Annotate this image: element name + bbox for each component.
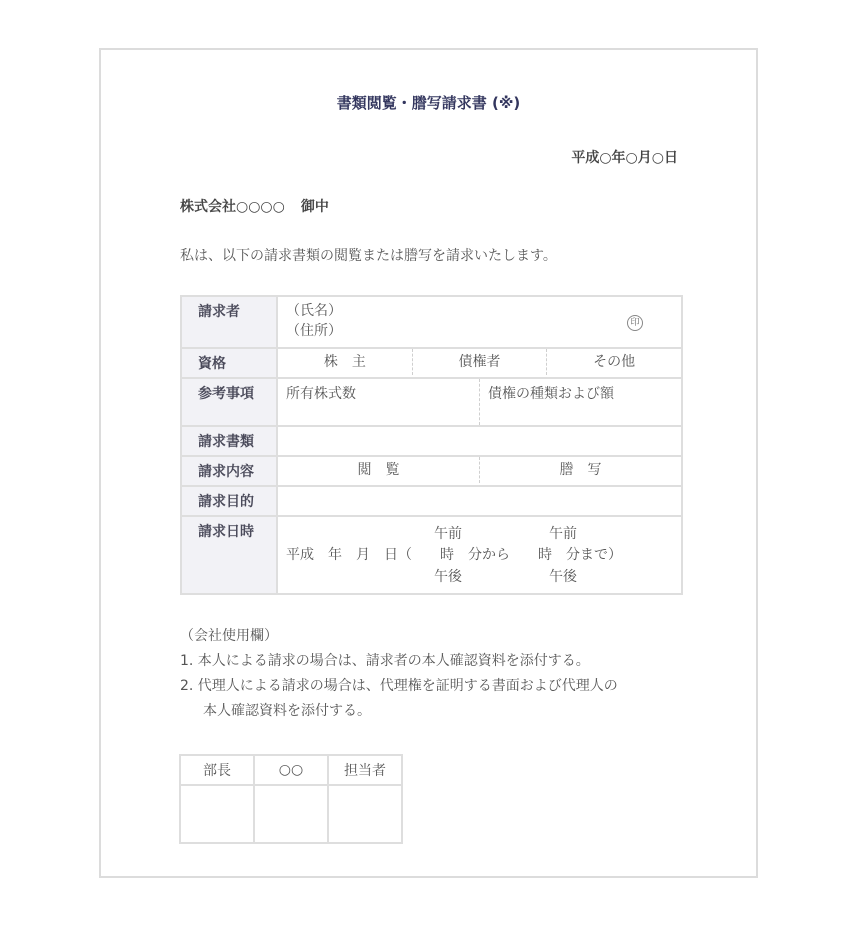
qualification-creditor[interactable]: 債権者 <box>412 349 547 375</box>
form-date: 平成○年○月○日 <box>571 150 678 166</box>
label-purpose: 請求目的 <box>181 486 277 516</box>
lead-text: 私は、以下の請求書類の閲覧または謄写を請求いたします。 <box>180 248 557 264</box>
approval-head-manager: 部長 <box>180 755 254 785</box>
qualification-other[interactable]: その他 <box>546 349 681 375</box>
datetime-am-from: 午前 <box>434 526 462 542</box>
row-datetime <box>181 516 682 594</box>
row-purpose <box>181 486 682 516</box>
reference-claim: 債権の種類および額 <box>479 379 681 425</box>
purpose-cell[interactable] <box>277 486 682 516</box>
label-content: 請求内容 <box>181 456 277 486</box>
requester-cell <box>277 296 682 348</box>
request-form-sheet <box>99 48 758 878</box>
datetime-am-to: 午前 <box>549 526 577 542</box>
datetime-pm-from: 午後 <box>434 569 462 585</box>
approval-table <box>179 754 403 844</box>
request-table <box>180 295 683 595</box>
notes-item-1: 1. 本人による請求の場合は、請求者の本人確認資料を添付する。 <box>180 653 590 669</box>
datetime-main: 平成 年 月 日（ 時 分から 時 分まで） <box>286 547 622 563</box>
addressee-company: 株式会社○○○○ <box>180 199 285 215</box>
reference-cell <box>277 378 682 426</box>
requester-name-label: （氏名） <box>286 303 342 319</box>
notes-heading: （会社使用欄） <box>180 628 278 644</box>
content-inspect[interactable]: 閲 覧 <box>357 462 400 478</box>
approval-header-row <box>180 755 402 785</box>
row-documents <box>181 426 682 456</box>
reference-shares: 所有株式数 <box>286 386 356 402</box>
label-datetime: 請求日時 <box>181 516 277 594</box>
content-copy[interactable]: 謄 写 <box>479 457 681 483</box>
notes-item-2-cont: 本人確認資料を添付する。 <box>203 703 371 719</box>
documents-cell[interactable] <box>277 426 682 456</box>
addressee <box>180 196 329 216</box>
approval-head-middle: ○○ <box>254 755 328 785</box>
requester-address-label: （住所） <box>286 323 342 339</box>
datetime-cell <box>277 516 682 594</box>
approval-stamp-staff[interactable] <box>328 785 402 843</box>
label-requester: 請求者 <box>181 296 277 348</box>
form-title: 書類閲覧・謄写請求書 (※) <box>336 94 521 112</box>
approval-head-staff: 担当者 <box>328 755 402 785</box>
label-documents: 請求書類 <box>181 426 277 456</box>
row-reference <box>181 378 682 426</box>
datetime-pm-to: 午後 <box>549 569 577 585</box>
seal-icon: 印 <box>627 315 643 331</box>
qualification-cell <box>277 348 682 378</box>
row-content <box>181 456 682 486</box>
label-reference: 参考事項 <box>181 378 277 426</box>
approval-stamp-middle[interactable] <box>254 785 328 843</box>
company-notes <box>180 624 618 724</box>
approval-stamp-row <box>180 785 402 843</box>
row-qualification <box>181 348 682 378</box>
label-qualification: 資格 <box>181 348 277 378</box>
row-requester <box>181 296 682 348</box>
notes-item-2: 2. 代理人による請求の場合は、代理権を証明する書面および代理人の <box>180 678 618 694</box>
qualification-shareholder[interactable]: 株 主 <box>323 354 366 370</box>
addressee-suffix: 御中 <box>300 199 329 215</box>
content-cell <box>277 456 682 486</box>
approval-stamp-manager[interactable] <box>180 785 254 843</box>
